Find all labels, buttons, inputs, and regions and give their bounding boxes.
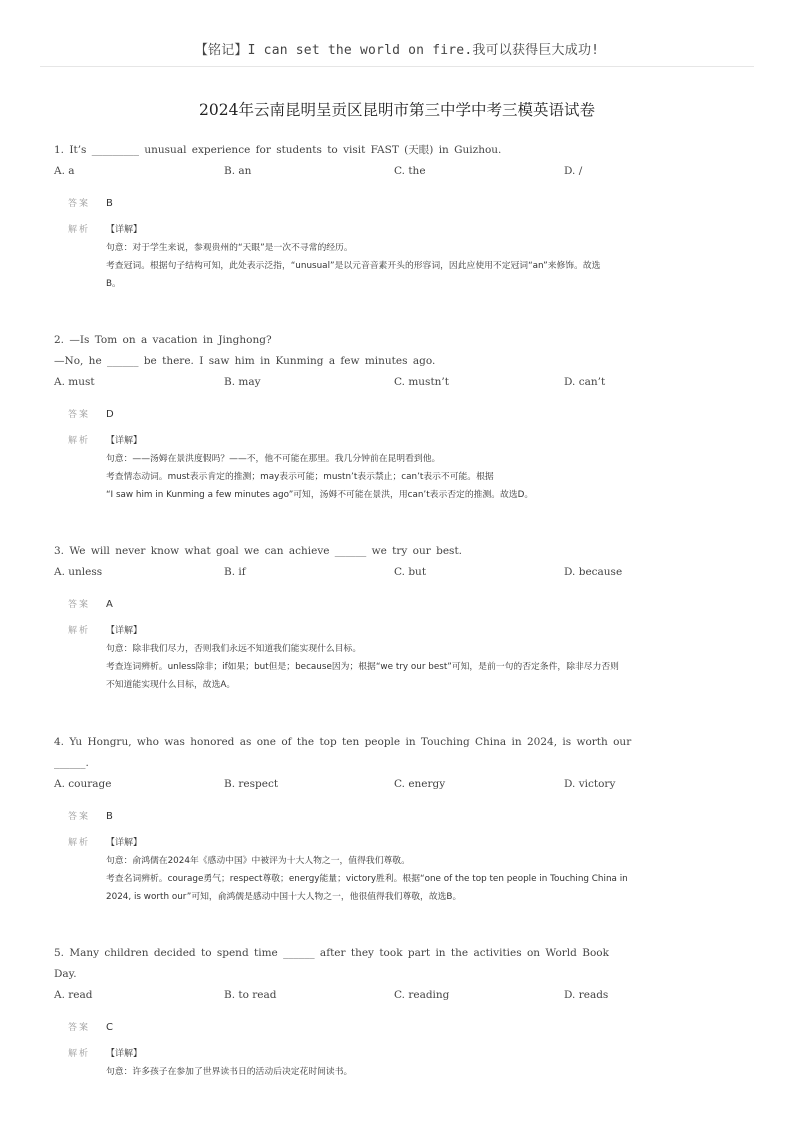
question-5 [54, 943, 744, 1081]
answer-tag: 答案 [68, 1023, 91, 1033]
option-d: D. because [564, 566, 623, 578]
explanation-line: 考查连词辨析。unless除非；if如果；but但是；because因为；根据“we try our best”可知，是前一句的否定条件，除非尽力否则 [106, 662, 619, 672]
answer-value: B [106, 811, 113, 822]
option-c: C. the [394, 165, 426, 177]
answer-row [68, 195, 744, 213]
option-b: B. if [224, 566, 246, 578]
answer-tag: 答案 [68, 600, 91, 610]
analysis-row [68, 1045, 744, 1081]
options-row [54, 161, 744, 182]
detail-heading: 【详解】 [106, 1049, 143, 1059]
analysis-row [68, 834, 744, 906]
question-stem: 4. Yu Hongru, who was honored as one of the top ten people in Touching China in 2024, is worth our ______. [54, 736, 632, 769]
option-d: D. can’t [564, 376, 606, 388]
options-row [54, 774, 744, 795]
analysis-body [106, 834, 726, 906]
options-row [54, 372, 744, 393]
option-c: C. reading [394, 989, 450, 1001]
option-b: B. may [224, 376, 261, 388]
answer-value: B [106, 198, 113, 209]
analysis-body [106, 432, 726, 504]
option-a: A. must [54, 376, 95, 388]
analysis-body [106, 1045, 726, 1081]
analysis-row [68, 432, 744, 504]
explanation-line: B。 [106, 279, 121, 289]
options-row [54, 985, 744, 1006]
analysis-tag: 解析 [68, 838, 91, 848]
explanation-line: 2024, is worth our”可知，俞鸿儒是感动中国十大人物之一，他很值得我们尊敬，故选B。 [106, 892, 462, 902]
answer-tag: 答案 [68, 410, 91, 420]
analysis-row [68, 221, 744, 293]
question-stem: 3. We will never know what goal we can achieve ______ we try our best. [54, 545, 463, 557]
analysis-tag: 解析 [68, 1049, 91, 1059]
detail-heading: 【详解】 [106, 838, 143, 848]
exam-title: 2024年云南昆明呈贡区昆明市第三中学中考三模英语试卷 [199, 101, 595, 119]
answer-row [68, 596, 744, 614]
detail-heading: 【详解】 [106, 436, 143, 446]
analysis-tag: 解析 [68, 626, 91, 636]
option-a: A. unless [54, 566, 103, 578]
answer-tag: 答案 [68, 812, 91, 822]
answer-value: D [106, 409, 114, 420]
explanation-line: 考查冠词。根据句子结构可知，此处表示泛指，“unusual”是以元音音素开头的形容词，因此应使用不定冠词“an”来修饰。故选 [106, 261, 601, 271]
analysis-body [106, 622, 726, 694]
explanation-line: 句意：对于学生来说，参观贵州的“天眼”是一次不寻常的经历。 [106, 243, 353, 253]
option-d: D. / [564, 165, 583, 177]
question-1 [54, 140, 744, 293]
option-b: B. respect [224, 778, 279, 790]
answer-tag: 答案 [68, 199, 91, 209]
option-a: A. courage [54, 778, 112, 790]
explanation-line: 句意：俞鸿儒在2024年《感动中国》中被评为十大人物之一，值得我们尊敬。 [106, 856, 410, 866]
option-c: C. energy [394, 778, 446, 790]
options-row [54, 562, 744, 583]
detail-heading: 【详解】 [106, 225, 143, 235]
option-b: B. to read [224, 989, 277, 1001]
option-a: A. a [54, 165, 75, 177]
answer-value: A [106, 599, 113, 610]
question-stem: 2. —Is Tom on a vacation in Jinghong? —No, he ______ be there. I saw him in Kunming a few minutes ago. [54, 334, 436, 367]
explanation-line: 考查名词辨析。courage勇气；respect尊敬；energy能量；victory胜利。根据“one of the top ten people in Touching China in [106, 874, 628, 884]
analysis-tag: 解析 [68, 225, 91, 235]
header-divider [40, 66, 754, 67]
explanation-line: 句意：——汤姆在景洪度假吗？——不，他不可能在那里。我几分钟前在昆明看到他。 [106, 454, 441, 464]
question-stem: 5. Many children decided to spend time ______ after they took part in the activities on World Book Day. [54, 947, 609, 980]
detail-heading: 【详解】 [106, 626, 143, 636]
question-2 [54, 330, 744, 504]
option-c: C. mustn’t [394, 376, 449, 388]
answer-row [68, 1019, 744, 1037]
analysis-tag: 解析 [68, 436, 91, 446]
analysis-body [106, 221, 726, 293]
explanation-line: 句意：除非我们尽力，否则我们永远不知道我们能实现什么目标。 [106, 644, 362, 654]
question-3 [54, 541, 744, 694]
option-c: C. but [394, 566, 427, 578]
question-stem: 1. It’s _________ unusual experience for students to visit FAST (天眼) in Guizhou. [54, 144, 502, 156]
option-a: A. read [54, 989, 93, 1001]
header-motto: 【铭记】I can set the world on fire.我可以获得巨大成功! [194, 43, 600, 58]
analysis-row [68, 622, 744, 694]
option-b: B. an [224, 165, 252, 177]
explanation-line: 句意：许多孩子在参加了世界读书日的活动后决定花时间读书。 [106, 1067, 353, 1077]
explanation-line: 考查情态动词。must表示肯定的推测；may表示可能；mustn’t表示禁止；can’t表示不可能。根据 [106, 472, 494, 482]
question-4 [54, 732, 744, 906]
option-d: D. victory [564, 778, 616, 790]
answer-value: C [106, 1022, 113, 1033]
answer-row [68, 808, 744, 826]
option-d: D. reads [564, 989, 609, 1001]
answer-row [68, 406, 744, 424]
explanation-line: “I saw him in Kunming a few minutes ago”可知，汤姆不可能在景洪，用can’t表示否定的推测。故选D。 [106, 490, 534, 500]
explanation-line: 不知道能实现什么目标，故选A。 [106, 680, 236, 690]
